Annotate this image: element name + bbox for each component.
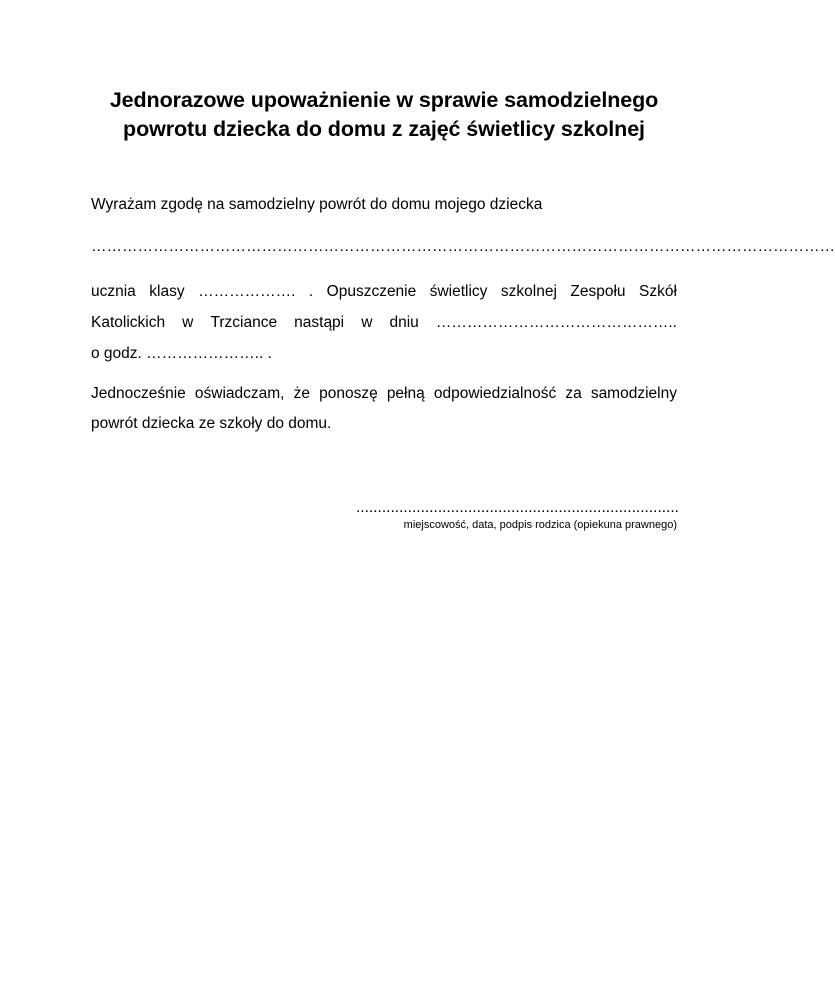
word: w — [361, 314, 373, 331]
word: ponoszę — [319, 385, 378, 402]
time-line: o godz. ………………….. . — [91, 345, 272, 362]
paragraph-2-line-1 — [91, 384, 677, 404]
word: że — [293, 385, 310, 402]
word: szkolnej — [500, 283, 557, 300]
paragraph-2-line-2: powrót dziecka ze szkoły do domu. — [91, 415, 332, 432]
title-line-2: powrotu dziecka do domu z zajęć świetlicy szkolnej — [123, 117, 645, 141]
document-title — [60, 86, 708, 144]
word: dniu — [389, 314, 419, 331]
word: Szkół — [638, 283, 677, 300]
word: samodzielny — [590, 385, 677, 402]
date-blank: ……………………………………….. — [435, 314, 677, 331]
word: Zespołu — [570, 283, 626, 300]
child-name-blank: ……………………………………………………………………………………………………………………………… — [91, 238, 835, 255]
word: oświadczam, — [194, 385, 285, 402]
word: za — [565, 385, 582, 402]
word: klasy — [149, 283, 185, 300]
word: w — [182, 314, 194, 331]
word: pełną — [386, 385, 425, 402]
signature-caption: miejscowość, data, podpis rodzica (opiekuna prawnego) — [403, 519, 677, 531]
title-line-1: Jednorazowe upoważnienie w sprawie samodzielnego — [109, 88, 659, 112]
word: odpowiedzialność — [433, 385, 557, 402]
paragraph-1-line-1 — [91, 282, 677, 302]
word: Trzciance — [210, 314, 278, 331]
word: Opuszczenie — [326, 283, 417, 300]
word: . — [308, 283, 314, 300]
word: Katolickich — [91, 314, 166, 331]
word: Jednocześnie — [91, 385, 186, 402]
paragraph-1-line-2 — [91, 313, 677, 333]
word: świetlicy — [429, 283, 488, 300]
signature-line: ........................................................................... — [356, 499, 679, 516]
consent-statement: Wyrażam zgodę na samodzielny powrót do domu mojego dziecka — [91, 196, 543, 213]
class-blank: ………………. — [198, 283, 296, 300]
word: nastąpi — [294, 314, 345, 331]
word: ucznia — [91, 283, 136, 300]
